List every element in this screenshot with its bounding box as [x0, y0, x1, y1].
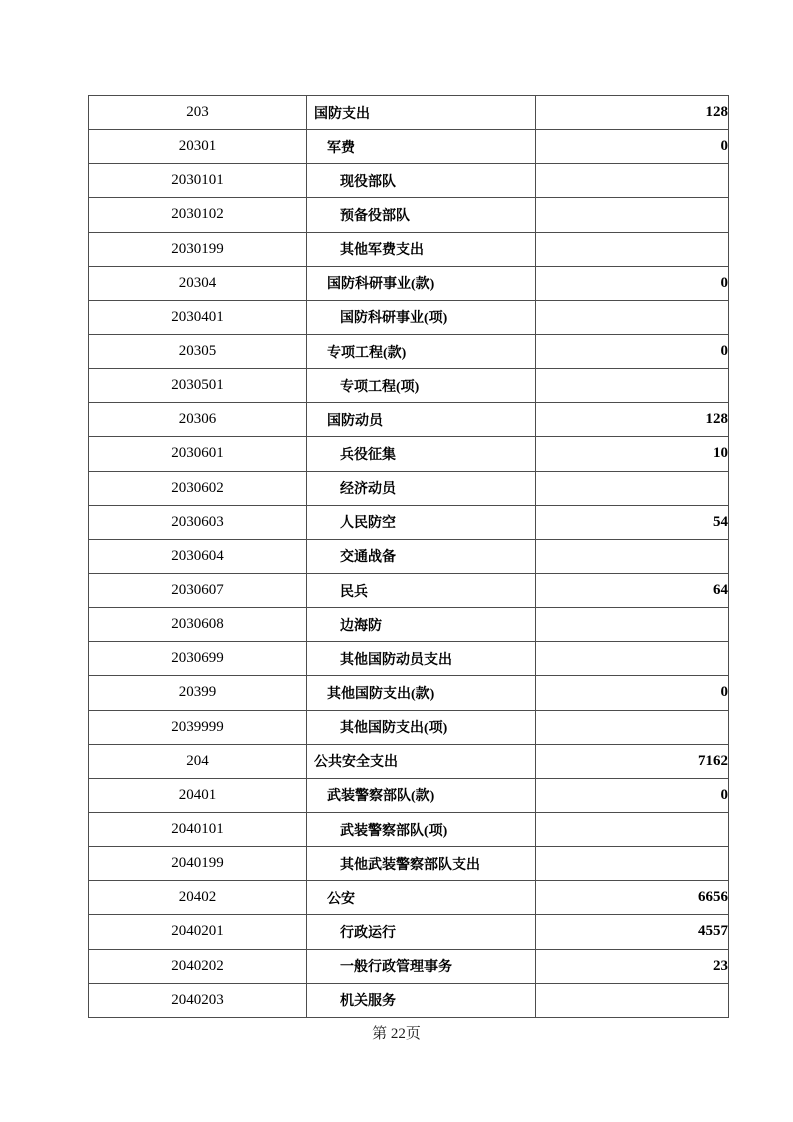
table-row — [89, 812, 729, 846]
category-name-cell: 专项工程(款) — [307, 334, 536, 368]
category-name-cell: 其他国防动员支出 — [307, 642, 536, 676]
table-row — [89, 642, 729, 676]
value-cell: 128 — [536, 403, 729, 437]
category-name-cell: 国防支出 — [307, 96, 536, 130]
value-cell — [536, 642, 729, 676]
table-row — [89, 471, 729, 505]
table-row — [89, 915, 729, 949]
category-name-cell: 国防动员 — [307, 403, 536, 437]
table-row — [89, 778, 729, 812]
category-name-cell: 其他武装警察部队支出 — [307, 847, 536, 881]
value-cell — [536, 608, 729, 642]
value-cell: 0 — [536, 334, 729, 368]
code-cell: 2030608 — [89, 608, 307, 642]
table-row — [89, 164, 729, 198]
category-name-cell: 交通战备 — [307, 539, 536, 573]
value-cell — [536, 198, 729, 232]
category-name-cell: 行政运行 — [307, 915, 536, 949]
value-cell: 128 — [536, 96, 729, 130]
code-cell: 20399 — [89, 676, 307, 710]
value-cell — [536, 847, 729, 881]
code-cell: 2040199 — [89, 847, 307, 881]
code-cell: 2030601 — [89, 437, 307, 471]
table-row — [89, 96, 729, 130]
code-cell: 204 — [89, 744, 307, 778]
code-cell: 2040203 — [89, 983, 307, 1017]
table-row — [89, 983, 729, 1017]
value-cell — [536, 232, 729, 266]
code-cell: 2030603 — [89, 505, 307, 539]
category-name-cell: 军费 — [307, 130, 536, 164]
category-name-cell: 现役部队 — [307, 164, 536, 198]
table-row — [89, 573, 729, 607]
category-name-cell: 兵役征集 — [307, 437, 536, 471]
category-name-cell: 专项工程(项) — [307, 369, 536, 403]
value-cell — [536, 300, 729, 334]
table-row — [89, 130, 729, 164]
code-cell: 2030199 — [89, 232, 307, 266]
code-cell: 20402 — [89, 881, 307, 915]
code-cell: 2040201 — [89, 915, 307, 949]
value-cell — [536, 471, 729, 505]
table-row — [89, 334, 729, 368]
code-cell: 2030602 — [89, 471, 307, 505]
value-cell — [536, 710, 729, 744]
value-cell: 0 — [536, 676, 729, 710]
table-row — [89, 403, 729, 437]
table-row — [89, 710, 729, 744]
value-cell: 0 — [536, 266, 729, 300]
table-row — [89, 744, 729, 778]
budget-table-body — [89, 96, 729, 1018]
value-cell — [536, 812, 729, 846]
value-cell: 6656 — [536, 881, 729, 915]
table-row — [89, 266, 729, 300]
value-cell: 0 — [536, 130, 729, 164]
code-cell: 20305 — [89, 334, 307, 368]
category-name-cell: 边海防 — [307, 608, 536, 642]
category-name-cell: 其他军费支出 — [307, 232, 536, 266]
table-row — [89, 539, 729, 573]
category-name-cell: 公共安全支出 — [307, 744, 536, 778]
code-cell: 20301 — [89, 130, 307, 164]
value-cell — [536, 164, 729, 198]
category-name-cell: 武装警察部队(款) — [307, 778, 536, 812]
code-cell: 2030101 — [89, 164, 307, 198]
table-row — [89, 300, 729, 334]
code-cell: 2030604 — [89, 539, 307, 573]
page-number-footer: 第 22页 — [372, 1026, 421, 1042]
table-row — [89, 949, 729, 983]
table-row — [89, 881, 729, 915]
value-cell — [536, 539, 729, 573]
category-name-cell: 其他国防支出(款) — [307, 676, 536, 710]
category-name-cell: 预备役部队 — [307, 198, 536, 232]
category-name-cell: 其他国防支出(项) — [307, 710, 536, 744]
table-row — [89, 198, 729, 232]
value-cell: 7162 — [536, 744, 729, 778]
value-cell: 10 — [536, 437, 729, 471]
category-name-cell: 国防科研事业(项) — [307, 300, 536, 334]
code-cell: 2030699 — [89, 642, 307, 676]
category-name-cell: 一般行政管理事务 — [307, 949, 536, 983]
value-cell — [536, 983, 729, 1017]
code-cell: 2030607 — [89, 573, 307, 607]
value-cell: 54 — [536, 505, 729, 539]
table-row — [89, 369, 729, 403]
code-cell: 2030401 — [89, 300, 307, 334]
code-cell: 2040202 — [89, 949, 307, 983]
category-name-cell: 国防科研事业(款) — [307, 266, 536, 300]
code-cell: 2030501 — [89, 369, 307, 403]
value-cell: 0 — [536, 778, 729, 812]
code-cell: 20306 — [89, 403, 307, 437]
code-cell: 203 — [89, 96, 307, 130]
table-row — [89, 676, 729, 710]
value-cell: 23 — [536, 949, 729, 983]
table-row — [89, 505, 729, 539]
budget-table — [88, 95, 729, 1018]
value-cell — [536, 369, 729, 403]
code-cell: 2040101 — [89, 812, 307, 846]
code-cell: 20401 — [89, 778, 307, 812]
category-name-cell: 机关服务 — [307, 983, 536, 1017]
category-name-cell: 武装警察部队(项) — [307, 812, 536, 846]
table-row — [89, 608, 729, 642]
category-name-cell: 公安 — [307, 881, 536, 915]
code-cell: 2039999 — [89, 710, 307, 744]
code-cell: 2030102 — [89, 198, 307, 232]
category-name-cell: 人民防空 — [307, 505, 536, 539]
category-name-cell: 经济动员 — [307, 471, 536, 505]
table-row — [89, 847, 729, 881]
value-cell: 64 — [536, 573, 729, 607]
value-cell: 4557 — [536, 915, 729, 949]
code-cell: 20304 — [89, 266, 307, 300]
table-row — [89, 232, 729, 266]
table-row — [89, 437, 729, 471]
category-name-cell: 民兵 — [307, 573, 536, 607]
